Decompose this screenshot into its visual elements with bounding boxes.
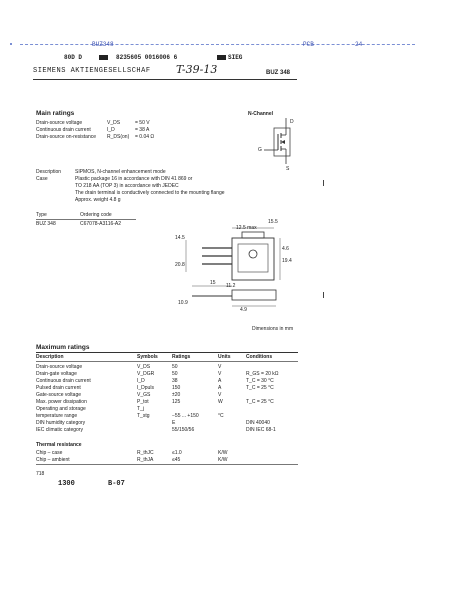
- mr-label-3: Drain-source on-resistance: [36, 134, 97, 140]
- header-stamp-right-2: 24: [355, 41, 363, 48]
- desc-line-2: Plastic package 16 in accordance with DIN 41 869 or: [75, 176, 193, 182]
- max-row-2-d: Drain-gate voltage: [36, 371, 77, 377]
- description-label: Description: [36, 169, 62, 175]
- desc-line-3: TO 218 AA (TOP 3) in accordance with JEDEC: [75, 183, 179, 189]
- case-label: Case: [36, 176, 48, 182]
- dim-10-9: 10.9: [178, 300, 188, 306]
- max-row-8-u: °C: [218, 413, 224, 419]
- dim-14-5: 14.5: [175, 235, 185, 241]
- main-ratings-title: Main ratings: [36, 110, 75, 117]
- max-row-7-d: Operating and storage: [36, 406, 86, 412]
- col-units: Units: [218, 354, 231, 360]
- header-code-numbers: 8235605 0016006 6: [116, 54, 178, 61]
- max-row-6-s: P_tot: [137, 399, 149, 405]
- max-row-8-s: T_stg: [137, 413, 150, 419]
- thermal-val-1: ≤1.0: [172, 450, 182, 456]
- max-row-3-s: I_D: [137, 378, 145, 384]
- drawing-caption: Dimensions in mm: [252, 326, 294, 332]
- header-block-2: [217, 55, 226, 60]
- thermal-unit-1: K/W: [218, 450, 228, 456]
- thermal-desc-2: Chip – ambient: [36, 457, 70, 463]
- mr-symbol-1: V_DS: [107, 120, 121, 126]
- desc-line-5: Approx. weight 4.8 g: [75, 197, 121, 203]
- max-table-header-rule: [36, 361, 298, 362]
- max-row-8-d: temperature range: [36, 413, 78, 419]
- mr-value-3: = 0.04 Ω: [135, 134, 155, 140]
- dim-20-8: 20.8: [175, 262, 185, 268]
- header-code-tail: SIEG: [228, 54, 243, 61]
- max-row-7-s: T_j: [137, 406, 144, 412]
- max-row-9-r: E: [172, 420, 176, 426]
- max-row-1-r: 50: [172, 364, 178, 370]
- max-row-1-u: V: [218, 364, 222, 370]
- page-number: 718: [36, 471, 45, 477]
- max-row-5-r: ±20: [172, 392, 181, 398]
- max-row-6-c: T_C = 25 °C: [246, 399, 274, 405]
- mr-value-2: = 38 A: [135, 127, 150, 133]
- header-stamp: BUZ348: [92, 41, 114, 48]
- max-table-bottom-rule: [36, 464, 298, 465]
- part-number: BUZ 348: [266, 70, 291, 76]
- dim-15: 15: [210, 280, 216, 286]
- max-ratings-title: Maximum ratings: [36, 344, 90, 351]
- ordering-type: BUZ 348: [36, 221, 56, 227]
- max-row-1-d: Drain-source voltage: [36, 364, 83, 370]
- max-row-3-d: Continuous drain current: [36, 378, 91, 384]
- max-row-1-s: V_DS: [137, 364, 151, 370]
- footer-code-1: 1300: [58, 480, 75, 488]
- mr-label-1: Drain-source voltage: [36, 120, 83, 126]
- mosfet-symbol-icon: [256, 118, 300, 174]
- pin-s-label: S: [286, 166, 290, 172]
- header-stamp-right-1: PCB: [303, 41, 314, 48]
- ordering-type-label: Type: [36, 212, 47, 218]
- max-row-5-u: V: [218, 392, 222, 398]
- header-rule: [33, 79, 297, 80]
- dim-12-5-max: 12.5 max: [236, 225, 257, 231]
- max-row-4-d: Pulsed drain current: [36, 385, 81, 391]
- max-row-10-d: IEC climatic category: [36, 427, 83, 433]
- max-row-8-r: −55 ... +150: [172, 413, 199, 419]
- package-drawing: [172, 218, 302, 330]
- max-row-10-c: DIN IEC 68-1: [246, 427, 276, 433]
- footer-code-2: B-07: [108, 480, 125, 488]
- dim-15-5: 15.5: [268, 219, 278, 225]
- max-row-5-d: Gate-source voltage: [36, 392, 82, 398]
- max-row-9-c: DIN 40040: [246, 420, 270, 426]
- col-symbols: Symbols: [137, 354, 158, 360]
- col-description: Description: [36, 354, 64, 360]
- header-code-line: 80D D: [64, 54, 83, 61]
- col-conditions: Conditions: [246, 354, 273, 360]
- max-row-4-u: A: [218, 385, 222, 391]
- mr-symbol-3: R_DS(on): [107, 134, 130, 140]
- header-block-1: [99, 55, 108, 60]
- ordering-rule: [36, 219, 136, 220]
- max-row-2-c: R_GS = 20 kΩ: [246, 371, 279, 377]
- dim-19-4: 19.4: [282, 258, 292, 264]
- scan-mark: [323, 180, 324, 186]
- thermal-desc-1: Chip – case: [36, 450, 63, 456]
- pin-d-label: D: [290, 119, 294, 125]
- thermal-sym-1: R_thJC: [137, 450, 154, 456]
- max-row-6-u: W: [218, 399, 223, 405]
- max-row-6-r: 125: [172, 399, 181, 405]
- handwritten-code: T-39-13: [176, 63, 218, 76]
- max-row-3-c: T_C = 30 °C: [246, 378, 274, 384]
- max-row-5-s: V_GS: [137, 392, 151, 398]
- thermal-sym-2: R_thJA: [137, 457, 154, 463]
- max-table-top-rule: [36, 352, 298, 353]
- col-ratings: Ratings: [172, 354, 191, 360]
- mr-value-1: = 50 V: [135, 120, 150, 126]
- mr-label-2: Continuous drain current: [36, 127, 91, 133]
- thermal-unit-2: K/W: [218, 457, 228, 463]
- max-row-3-r: 38: [172, 378, 178, 384]
- dim-11-2: 11.2: [226, 283, 236, 289]
- scan-mark: [10, 43, 12, 45]
- max-row-9-d: DIN humidity category: [36, 420, 86, 426]
- max-row-4-r: 150: [172, 385, 181, 391]
- max-row-2-s: V_DGR: [137, 371, 155, 377]
- ordering-code: C67078-A3116-A2: [80, 221, 122, 227]
- desc-line-4: The drain terminal is conductively connected to the mounting flange: [75, 190, 225, 196]
- dim-4-6: 4.6: [282, 246, 289, 252]
- channel-label: N-Channel: [248, 111, 273, 117]
- dim-4-9: 4.9: [240, 307, 247, 313]
- desc-line-1: SIPMOS, N-channel enhancement mode: [75, 169, 166, 175]
- max-row-2-r: 50: [172, 371, 178, 377]
- max-row-3-u: A: [218, 378, 222, 384]
- company-name: SIEMENS AKTIENGESELLSCHAF: [33, 67, 151, 75]
- thermal-val-2: ≤45: [172, 457, 181, 463]
- max-row-10-r: 55/150/56: [172, 427, 195, 433]
- max-row-4-c: T_C = 25 °C: [246, 385, 274, 391]
- scan-mark: [323, 292, 324, 298]
- thermal-title: Thermal resistance: [36, 442, 82, 448]
- ordering-code-label: Ordering code: [80, 212, 112, 218]
- max-row-2-u: V: [218, 371, 222, 377]
- pin-g-label: G: [258, 147, 262, 153]
- mr-symbol-2: I_D: [107, 127, 115, 133]
- max-row-6-d: Max. power dissipation: [36, 399, 87, 405]
- max-row-4-s: I_Dpuls: [137, 385, 154, 391]
